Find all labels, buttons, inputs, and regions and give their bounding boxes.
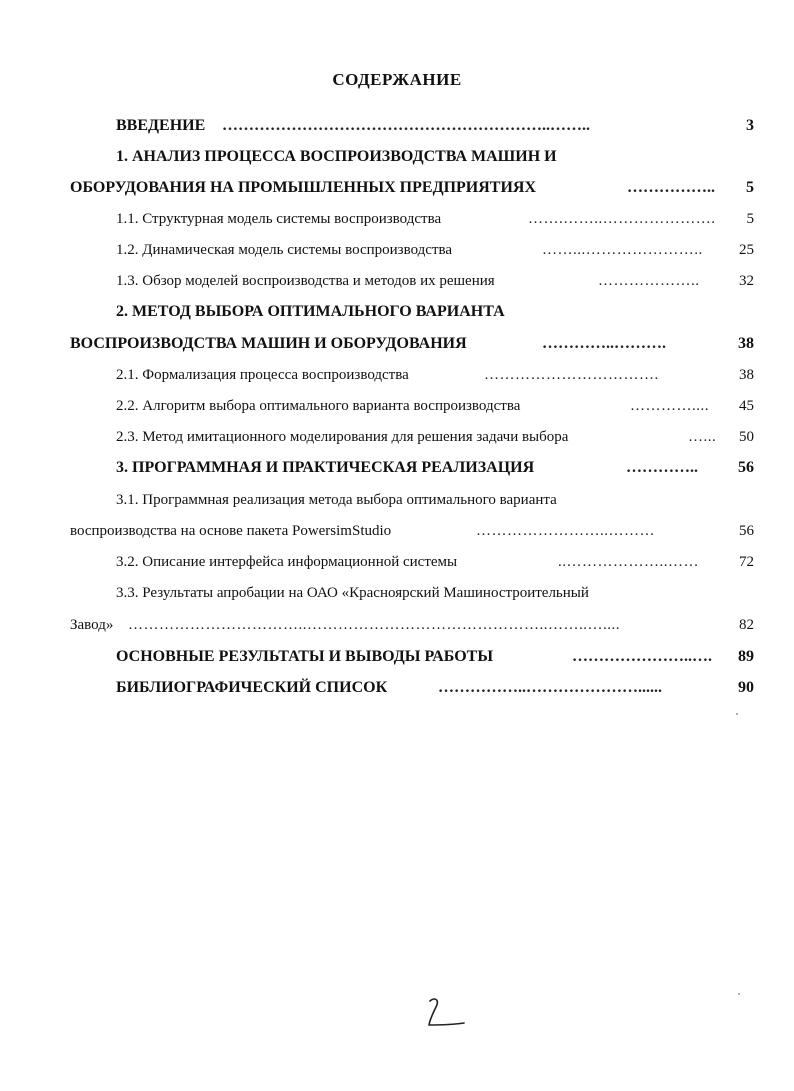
toc-page-number: 5 <box>746 179 754 196</box>
toc-chapter-2-line2[interactable] <box>0 333 794 355</box>
toc-chapter-1-line1[interactable] <box>0 146 794 168</box>
toc-leader-dots: ……………..…………………...... <box>438 679 662 696</box>
toc-entry-3-3-line1[interactable] <box>0 582 794 604</box>
toc-entry-title: 2. МЕТОД ВЫБОРА ОПТИМАЛЬНОГО ВАРИАНТА <box>116 303 505 320</box>
toc-entry-title: 3.3. Результаты апробации на ОАО «Красноярский Машиностроительный <box>116 585 589 601</box>
toc-leader-dots: …….……..…………………. <box>528 211 716 227</box>
toc-leader-dots: …………..………. <box>542 335 666 352</box>
toc-leader-dots: ………….. <box>626 459 698 476</box>
toc-leader-dots: …………….. <box>627 179 715 196</box>
handwritten-page-mark-icon <box>420 995 470 1035</box>
toc-entry-title: 3. ПРОГРАММНАЯ И ПРАКТИЧЕСКАЯ РЕАЛИЗАЦИЯ <box>116 459 535 476</box>
toc-entry-title: ОСНОВНЫЕ РЕЗУЛЬТАТЫ И ВЫВОДЫ РАБОТЫ <box>116 648 494 665</box>
toc-leader-dots: ..………………..…… <box>558 554 699 570</box>
toc-entry-2-1[interactable] <box>0 364 794 386</box>
toc-chapter-3[interactable] <box>0 457 794 479</box>
toc-entry-title: 1.3. Обзор моделей воспроизводства и методов их решения <box>116 273 495 289</box>
toc-entry-title: 2.2. Алгоритм выбора оптимального варианта воспроизводства <box>116 398 521 414</box>
toc-page-number: 89 <box>738 648 754 665</box>
toc-leader-dots: ……………………………..………………………………………..……..….... <box>128 617 620 633</box>
toc-entry-3-1-line1[interactable] <box>0 489 794 511</box>
page-title: СОДЕРЖАНИЕ <box>332 70 462 89</box>
toc-entry-bibliography[interactable] <box>0 677 794 699</box>
toc-chapter-2-line1[interactable] <box>0 301 794 323</box>
toc-entry-3-2[interactable] <box>0 551 794 573</box>
toc-leader-dots: ………….... <box>630 398 709 414</box>
toc-entry-results[interactable] <box>0 646 794 668</box>
toc-chapter-1-line2[interactable] <box>0 177 794 199</box>
toc-entry-title: ВВЕДЕНИЕ <box>116 117 206 134</box>
toc-leader-dots: ……………………………. <box>484 367 659 383</box>
scan-speck <box>736 713 738 715</box>
toc-page-number: 90 <box>738 679 754 696</box>
toc-entry-2-2[interactable] <box>0 395 794 417</box>
toc-entry-2-3[interactable] <box>0 426 794 448</box>
toc-leader-dots: ……...………………….. <box>542 242 703 258</box>
toc-entry-title: 3.2. Описание интерфейса информационной системы <box>116 554 458 570</box>
toc-leader-dots: ……………………..……… <box>476 523 655 539</box>
toc-entry-1-2[interactable] <box>0 239 794 261</box>
toc-leader-dots: ……………….. <box>598 273 700 289</box>
toc-entry-title: 2.3. Метод имитационного моделирования для решения задачи выбора <box>116 429 569 445</box>
toc-entry-intro[interactable] <box>0 115 794 137</box>
scan-speck <box>738 993 740 995</box>
toc-page-number: 50 <box>739 429 754 445</box>
toc-entry-3-3-line2[interactable] <box>0 614 794 636</box>
toc-entry-title: воспроизводства на основе пакета PowersimStudio <box>70 523 392 539</box>
toc-page-number: 32 <box>739 273 754 289</box>
toc-entry-title: 3.1. Программная реализация метода выбора оптимального варианта <box>116 492 557 508</box>
toc-page-number: 3 <box>746 117 754 134</box>
toc-page-number: 56 <box>739 523 754 539</box>
toc-entry-title: БИБЛИОГРАФИЧЕСКИЙ СПИСОК <box>116 679 388 696</box>
toc-page-number: 72 <box>739 554 754 570</box>
toc-entry-3-1-line2[interactable] <box>0 520 794 542</box>
toc-entry-title: 1.2. Динамическая модель системы воспроизводства <box>116 242 453 258</box>
toc-page-number: 25 <box>739 242 754 258</box>
toc-entry-title: Завод» <box>70 617 114 633</box>
toc-entry-title: 1.1. Структурная модель системы воспроизводства <box>116 211 442 227</box>
toc-page-number: 38 <box>739 367 754 383</box>
toc-leader-dots: …………………..…. <box>572 648 712 665</box>
toc-page-number: 45 <box>739 398 754 414</box>
toc-entry-title: ВОСПРОИЗВОДСТВА МАШИН И ОБОРУДОВАНИЯ <box>70 335 467 352</box>
toc-page-number: 82 <box>739 617 754 633</box>
toc-entry-1-3[interactable] <box>0 270 794 292</box>
toc-page-number: 56 <box>738 459 754 476</box>
toc-entry-title: ОБОРУДОВАНИЯ НА ПРОМЫШЛЕННЫХ ПРЕДПРИЯТИЯХ <box>70 179 537 196</box>
toc-entry-title: 2.1. Формализация процесса воспроизводства <box>116 367 409 383</box>
toc-page-number: 5 <box>746 211 754 227</box>
toc-entry-title: 1. АНАЛИЗ ПРОЦЕССА ВОСПРОИЗВОДСТВА МАШИН И <box>116 148 557 165</box>
toc-page-number: 38 <box>738 335 754 352</box>
toc-leader-dots: ……………………………………………………..…….. <box>222 117 590 134</box>
toc-leader-dots: …... <box>688 429 717 445</box>
toc-entry-1-1[interactable] <box>0 208 794 230</box>
